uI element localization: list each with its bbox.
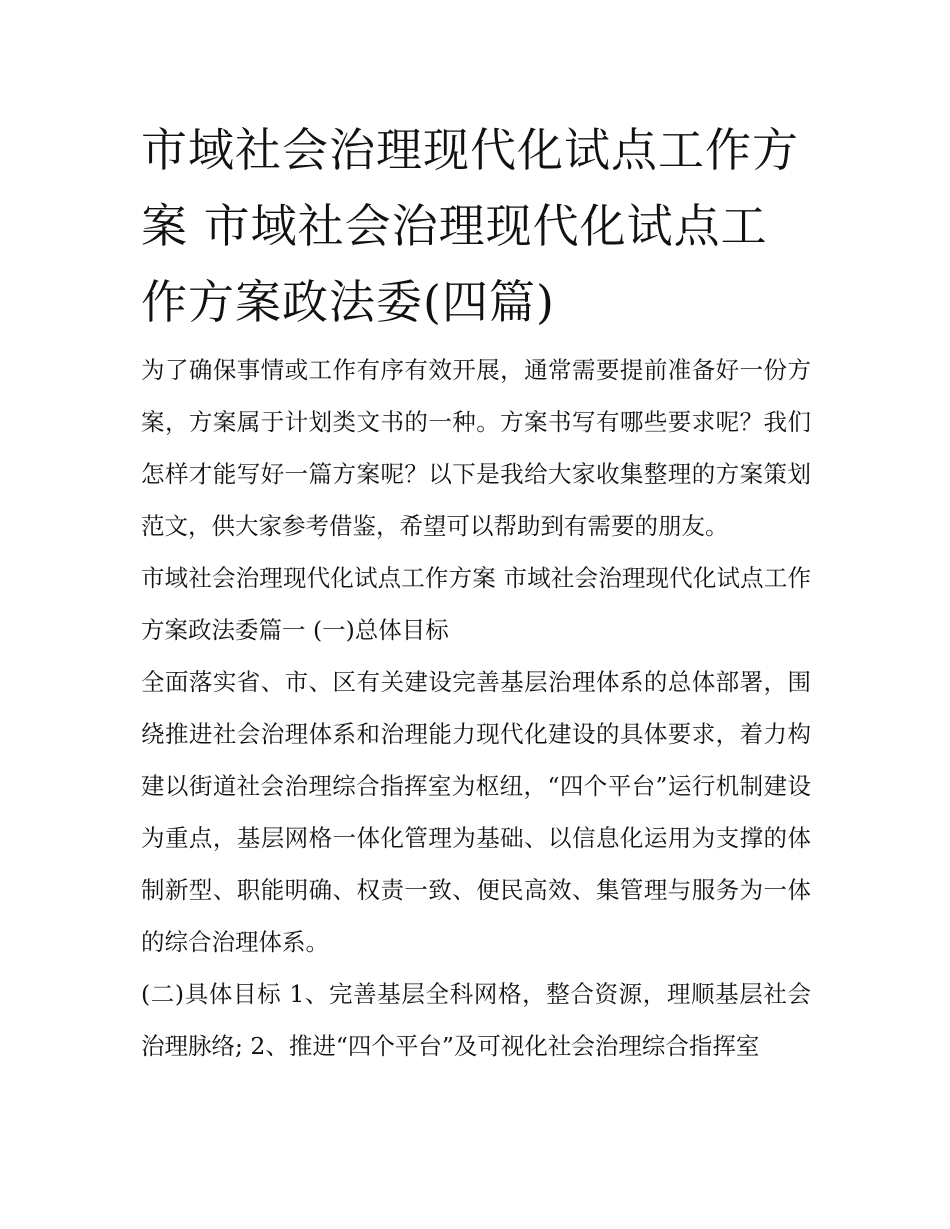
- document-page: [141, 112, 811, 1072]
- overall-goal-paragraph: 全面落实省、市、区有关建设完善基层治理体系的总体部署，围绕推进社会治理体系和治理能力现代化建设的具体要求，着力构建以街道社会治理综合指挥室为枢纽，“四个平台”运行机制建设为重点，基层网格一体化管理为基础、以信息化运用为支撑的体制新型、职能明确、权责一致、便民高效、集管理与服务为一体的综合治理体系。: [141, 668, 811, 956]
- intro-paragraph: 为了确保事情或工作有序有效开展，通常需要提前准备好一份方案，方案属于计划类文书的一种。方案书写有哪些要求呢？我们怎样才能写好一篇方案呢？以下是我给大家收集整理的方案策划范文，供大家参考借鉴，希望可以帮助到有需要的朋友。: [141, 356, 811, 540]
- document-title: 市域社会治理现代化试点工作方案 市域社会治理现代化试点工作方案政法委(四篇): [141, 123, 799, 329]
- specific-goal-paragraph: (二)具体目标 1、完善基层全科网格，整合资源，理顺基层社会治理脉络; 2、推进“四个平台”及可视化社会治理综合指挥室: [141, 980, 811, 1060]
- section-heading-paragraph: 市域社会治理现代化试点工作方案 市域社会治理现代化试点工作方案政法委篇一 (一)总体目标: [141, 564, 811, 644]
